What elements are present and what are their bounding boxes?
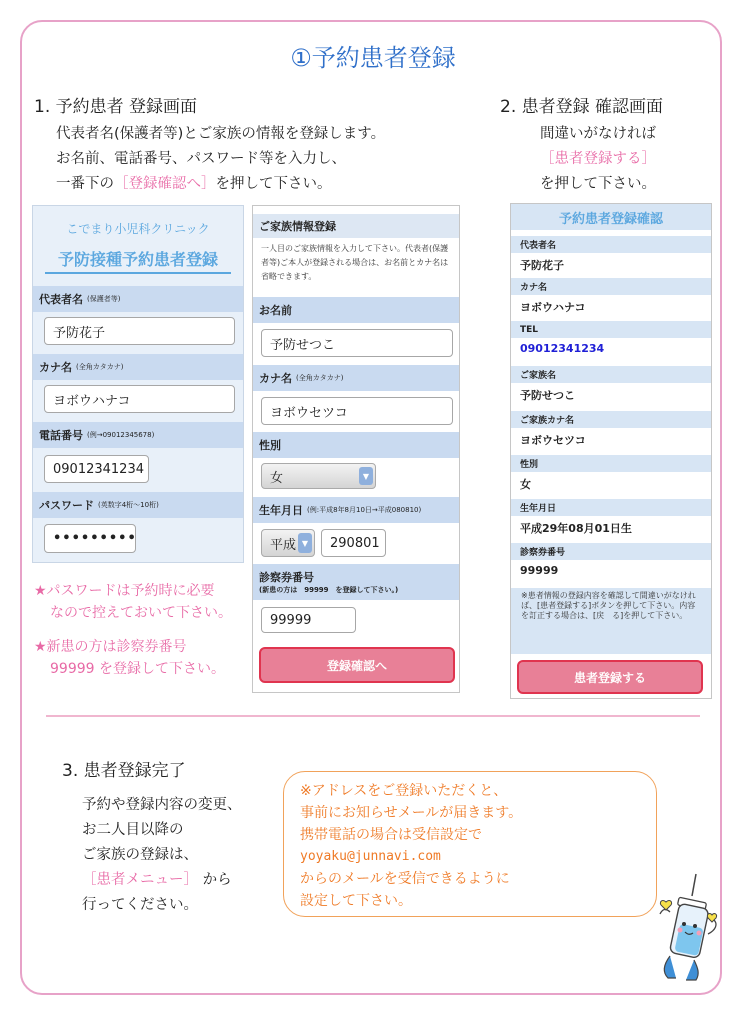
dob-hint: (例:平成8年8月10日→平成080810) [307, 506, 422, 514]
family-info-label: ご家族情報登録 [253, 214, 459, 238]
family-form-panel [252, 205, 460, 693]
dob-label-text: 生年月日 [259, 504, 303, 517]
tel-label [33, 422, 243, 448]
confirm-field-value: ヨボウセツコ [520, 434, 586, 447]
card-number-hint: (新患の方は 99999 を登録して下さい。) [259, 586, 399, 594]
step1-line3b: を押して下さい。 [215, 176, 332, 192]
step2-heading: 2. 患者登録 確認画面 [500, 97, 664, 117]
registration-form-panel [32, 205, 244, 563]
step1-line2: お名前、電話番号、パスワード等を入力し、 [56, 151, 346, 167]
tel-input[interactable]: 09012341234 [44, 455, 149, 483]
info-line2: 事前にお知らせメールが届きます。 [300, 805, 523, 821]
info-line1: ※アドレスをご登録いただくと、 [300, 783, 508, 799]
step2-link: ［患者登録する］ [540, 151, 656, 167]
dob-label [253, 497, 459, 523]
family-note: 一人目のご家族情報を入力して下さい。代表者(保護者等)ご本人が登録される場合は、お名前とカナ名は省略できます。 [261, 244, 449, 281]
kana-input[interactable]: ヨボウハナコ [44, 385, 235, 413]
select-arrow-icon: ▼ [359, 467, 373, 485]
confirm-field-value: 予防せつこ [520, 389, 575, 402]
step3-line4 [82, 868, 242, 893]
step1-line3a: 一番下の [56, 176, 114, 192]
family-name-input[interactable]: 予防せつこ [261, 329, 453, 357]
confirm-field-value: 予防花子 [520, 259, 564, 272]
page-title: ①予約患者登録 [290, 44, 456, 72]
section-divider [46, 715, 700, 717]
title-underline [45, 272, 231, 274]
family-kana-label [253, 365, 459, 391]
clinic-name: こでまり小児科クリニック [66, 222, 210, 236]
email-info-box [283, 771, 657, 917]
register-patient-button[interactable]: 患者登録する [517, 660, 703, 694]
form-title: 予防接種予約患者登録 [57, 250, 218, 269]
info-line5: からのメールを受信できるように [300, 871, 510, 887]
family-name-label: お名前 [253, 297, 459, 323]
new-patient-warning [34, 636, 225, 680]
era-select-value: 平成 [270, 537, 297, 553]
confirmation-title: 予約患者登録確認 [511, 204, 711, 230]
password-label [33, 492, 243, 518]
confirm-field-label: カナ名 [511, 278, 711, 295]
step1-description [56, 122, 385, 197]
step2-description [508, 122, 688, 197]
family-kana-hint: (全角カタカナ) [296, 374, 344, 382]
confirm-field-label: ご家族名 [511, 366, 711, 383]
confirm-field-label: ご家族カナ名 [511, 411, 711, 428]
confirm-field-label: 代表者名 [511, 236, 711, 253]
dob-input[interactable]: 290801 [321, 529, 386, 557]
step3-line3: ご家族の登録は、 [82, 847, 198, 863]
info-email: yoyaku@junnavi.com [300, 849, 441, 864]
rep-name-hint: (保護者等) [87, 295, 121, 303]
step2-line1: 間違いがなければ [540, 126, 656, 142]
step2-line3: を押して下さい。 [540, 176, 656, 192]
confirm-field-value: 女 [520, 478, 531, 491]
family-kana-label-text: カナ名 [259, 372, 292, 385]
confirm-field-label: 診察券番号 [511, 543, 711, 560]
step3-description [82, 793, 242, 918]
confirmation-panel [510, 203, 712, 699]
step3-heading: 3. 患者登録完了 [62, 761, 186, 781]
step1-line3 [56, 172, 385, 197]
card-number-label [253, 564, 459, 600]
new-patient-warning-line2: 99999 を登録して下さい。 [50, 661, 225, 677]
step1-heading: 1. 予約患者 登録画面 [34, 97, 198, 117]
rep-name-label-text: 代表者名 [39, 293, 83, 306]
step1-line1: 代表者名(保護者等)とご家族の情報を登録します。 [56, 126, 386, 142]
sex-select[interactable] [261, 463, 376, 489]
confirm-field-label: 生年月日 [511, 499, 711, 516]
confirmation-note-box [511, 588, 711, 654]
kana-label-text: カナ名 [39, 361, 72, 374]
rep-name-input[interactable]: 予防花子 [44, 317, 235, 345]
password-warning-line1: ★パスワードは予約時に必要 [34, 583, 215, 599]
step1-link: ［登録確認へ］ [114, 176, 216, 192]
confirm-field-label: TEL [511, 321, 711, 338]
confirm-field-value: 09012341234 [520, 342, 605, 355]
era-select[interactable] [261, 529, 315, 557]
card-number-input[interactable]: 99999 [261, 607, 356, 633]
new-patient-warning-line1: ★新患の方は診察券番号 [34, 639, 187, 655]
info-line3: 携帯電話の場合は受信設定で [300, 827, 482, 843]
password-input[interactable]: ••••••••• [44, 524, 136, 553]
password-label-text: パスワード [39, 499, 94, 512]
step3-line2: お二人目以降の [82, 822, 184, 838]
kana-hint: (全角カタカナ) [76, 363, 124, 371]
tel-label-text: 電話番号 [39, 429, 83, 442]
confirm-field-value: ヨボウハナコ [520, 301, 586, 314]
rep-name-label [33, 286, 243, 312]
confirm-field-value: 平成29年08月01日生 [520, 522, 632, 535]
syringe-mascot-icon [650, 872, 724, 990]
info-line6: 設定して下さい。 [300, 893, 412, 909]
step3-line5: 行ってください。 [82, 897, 198, 913]
step3-link: ［患者メニュー］ [82, 872, 198, 888]
sex-label: 性別 [253, 432, 459, 458]
password-hint: (英数字4桁〜10桁) [98, 501, 159, 509]
confirm-field-value: 99999 [520, 564, 559, 577]
select-arrow-icon: ▼ [298, 533, 312, 553]
card-number-label-text: 診察券番号 [259, 571, 314, 584]
kana-label [33, 354, 243, 380]
family-kana-input[interactable]: ヨボウセツコ [261, 397, 453, 425]
step3-line1: 予約や登録内容の変更、 [82, 797, 242, 813]
step3-line4b: から [202, 872, 232, 888]
password-warning [34, 580, 232, 624]
tel-hint: (例→09012345678) [87, 431, 155, 439]
password-warning-line2: なので控えておいて下さい。 [50, 605, 232, 621]
sex-select-value: 女 [270, 470, 284, 486]
confirm-registration-button[interactable]: 登録確認へ [259, 647, 455, 683]
confirm-field-label: 性別 [511, 455, 711, 472]
confirmation-note: ※患者情報の登録内容を確認して間違いがなければ、[患者登録する]ボタンを押して下さい。内容を訂正する場合は、[戻 る]を押して下さい。 [521, 591, 696, 620]
